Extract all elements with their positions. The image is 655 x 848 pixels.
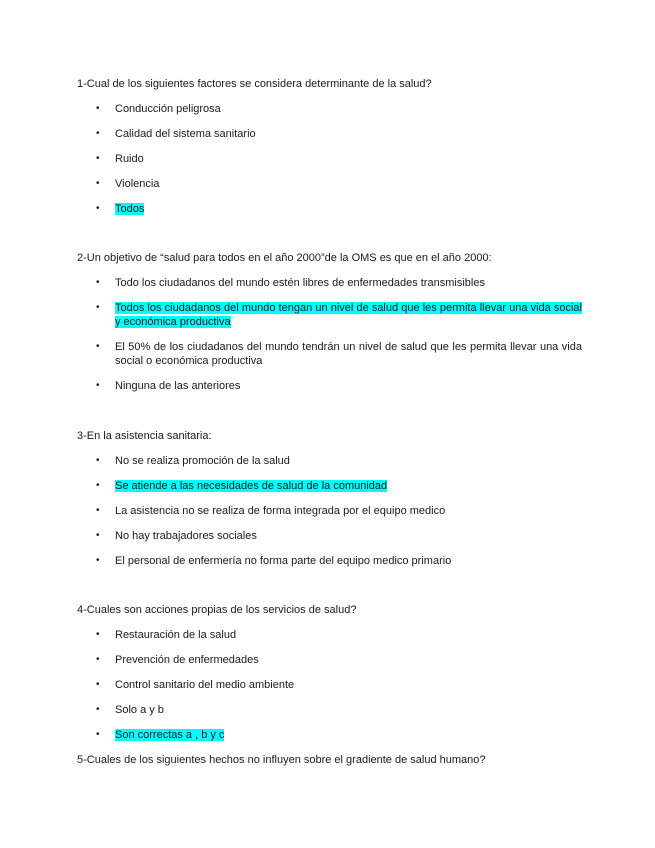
option-text: No hay trabajadores sociales <box>115 530 257 542</box>
question-3-prompt: 3-En la asistencia sanitaria: <box>77 430 212 442</box>
option-text: Ninguna de las anteriores <box>115 380 241 392</box>
bullet-icon: • <box>96 103 100 114</box>
bullet-icon: • <box>96 302 100 313</box>
bullet-icon: • <box>96 341 100 352</box>
question-3-option-5 <box>96 554 582 568</box>
bullet-icon: • <box>96 153 100 164</box>
question-2-prompt: 2-Un objetivo de “salud para todos en el año 2000”de la OMS es que en el año 2000: <box>77 252 492 264</box>
question-4-option-5-answer <box>96 728 582 742</box>
bullet-icon: • <box>96 380 100 391</box>
question-1-option-5-answer <box>96 202 582 216</box>
bullet-icon: • <box>96 729 100 740</box>
question-2-option-3 <box>96 340 582 368</box>
option-text: No se realiza promoción de la salud <box>115 455 290 467</box>
option-text: Solo a y b <box>115 704 164 716</box>
question-1-option-2 <box>96 127 582 141</box>
bullet-icon: • <box>96 530 100 541</box>
question-3-option-3 <box>96 504 582 518</box>
bullet-icon: • <box>96 203 100 214</box>
question-1-option-3 <box>96 152 582 166</box>
option-text: Violencia <box>115 178 160 190</box>
question-5-prompt: 5-Cuales de los siguientes hechos no influyen sobre el gradiente de salud humano? <box>77 754 486 766</box>
question-2-option-1 <box>96 276 582 290</box>
question-3-option-4 <box>96 529 582 543</box>
bullet-icon: • <box>96 505 100 516</box>
option-text: Ruido <box>115 153 144 165</box>
bullet-icon: • <box>96 128 100 139</box>
option-text: El 50% de los ciudadanos del mundo tendrán un nivel de salud que les permita llevar una vida social o económica productiva <box>115 341 582 367</box>
bullet-icon: • <box>96 629 100 640</box>
bullet-icon: • <box>96 555 100 566</box>
bullet-icon: • <box>96 679 100 690</box>
option-text: Restauración de la salud <box>115 629 237 641</box>
bullet-icon: • <box>96 480 100 491</box>
question-3-option-1 <box>96 454 582 468</box>
question-4-option-3 <box>96 678 582 692</box>
question-2-option-2-answer <box>96 301 582 329</box>
bullet-icon: • <box>96 277 100 288</box>
question-4-option-1 <box>96 628 582 642</box>
highlighted-answer-text: Todos los ciudadanos del mundo tengan un nivel de salud que les permita llevar una vida social y económica productiva <box>115 302 582 328</box>
question-4-prompt: 4-Cuales son acciones propias de los servicios de salud? <box>77 604 357 616</box>
highlighted-answer-text: Son correctas a , b y c <box>115 729 225 741</box>
question-1-option-4 <box>96 177 582 191</box>
bullet-icon: • <box>96 704 100 715</box>
question-3-option-2-answer <box>96 479 582 493</box>
highlighted-answer-text: Todos <box>115 203 145 215</box>
question-1-prompt: 1-Cual de los siguientes factores se considera determinante de la salud? <box>77 78 432 90</box>
highlighted-answer-text: Se atiende a las necesidades de salud de la comunidad <box>115 480 388 492</box>
question-4-option-4 <box>96 703 582 717</box>
option-text: La asistencia no se realiza de forma integrada por el equipo medico <box>115 505 446 517</box>
option-text: Todo los ciudadanos del mundo estén libres de enfermedades transmisibles <box>115 277 485 289</box>
option-text: Calidad del sistema sanitario <box>115 128 256 140</box>
option-text: Control sanitario del medio ambiente <box>115 679 295 691</box>
option-text: Conducción peligrosa <box>115 103 221 115</box>
bullet-icon: • <box>96 654 100 665</box>
question-1-option-1 <box>96 102 582 116</box>
question-2-option-4 <box>96 379 582 393</box>
question-4-option-2 <box>96 653 582 667</box>
bullet-icon: • <box>96 178 100 189</box>
bullet-icon: • <box>96 455 100 466</box>
option-text: El personal de enfermería no forma parte del equipo medico primario <box>115 555 452 567</box>
option-text: Prevención de enfermedades <box>115 654 259 666</box>
